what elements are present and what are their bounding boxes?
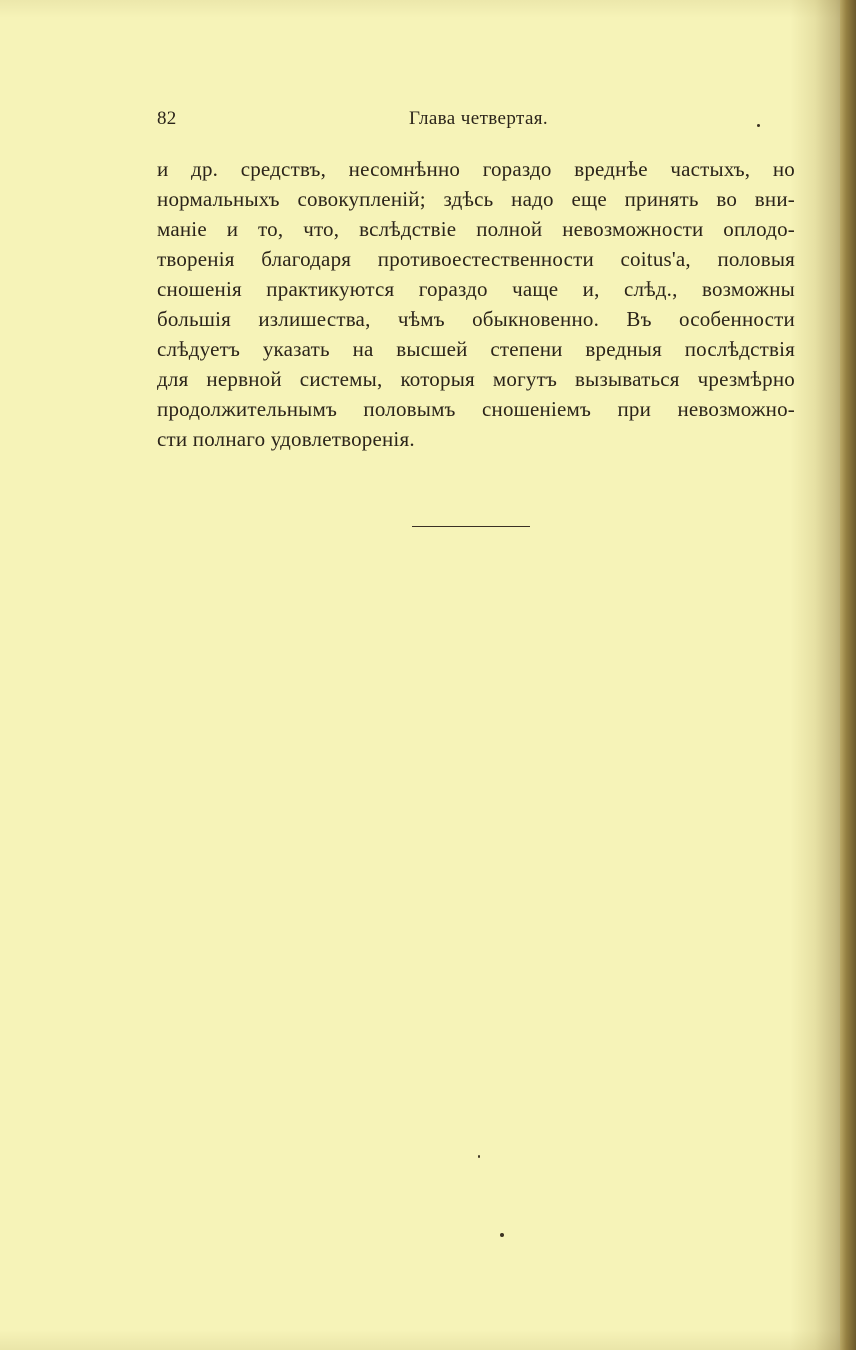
text-line: большія излишества, чѣмъ обыкновенно. Въ особенности <box>157 307 795 331</box>
text-line: слѣдуетъ указать на высшей степени вредныя послѣдствія <box>157 337 795 361</box>
paper-speck <box>478 1155 480 1158</box>
page-header <box>157 108 767 136</box>
text-line: для нервной системы, которыя могутъ вызываться чрезмѣрно <box>157 367 795 391</box>
text-line: маніе и то, что, вслѣдствіе полной невозможности оплодо- <box>157 217 795 241</box>
running-head: Глава четвертая. <box>409 108 549 129</box>
text-line: творенія благодаря противоестественности coitus'a, половыя <box>157 247 795 271</box>
text-line: продолжительнымъ половымъ сношеніемъ при невозможно- <box>157 397 795 421</box>
paper-speck <box>500 1233 504 1237</box>
page-edge-shadow <box>840 0 856 1350</box>
section-end-rule <box>412 526 530 527</box>
page-number: 82 <box>157 108 177 129</box>
body-text <box>157 154 795 454</box>
text-line: и др. средствъ, несомнѣнно гораздо вреднѣе частыхъ, но <box>157 157 795 181</box>
text-line: сти полнаго удовлетворенія. <box>157 427 415 451</box>
text-line: сношенія практикуются гораздо чаще и, слѣд., возможны <box>157 277 795 301</box>
paper-speck <box>757 124 760 127</box>
text-line: нормальныхъ совокупленій; здѣсь надо еще принять во вни- <box>157 187 795 211</box>
